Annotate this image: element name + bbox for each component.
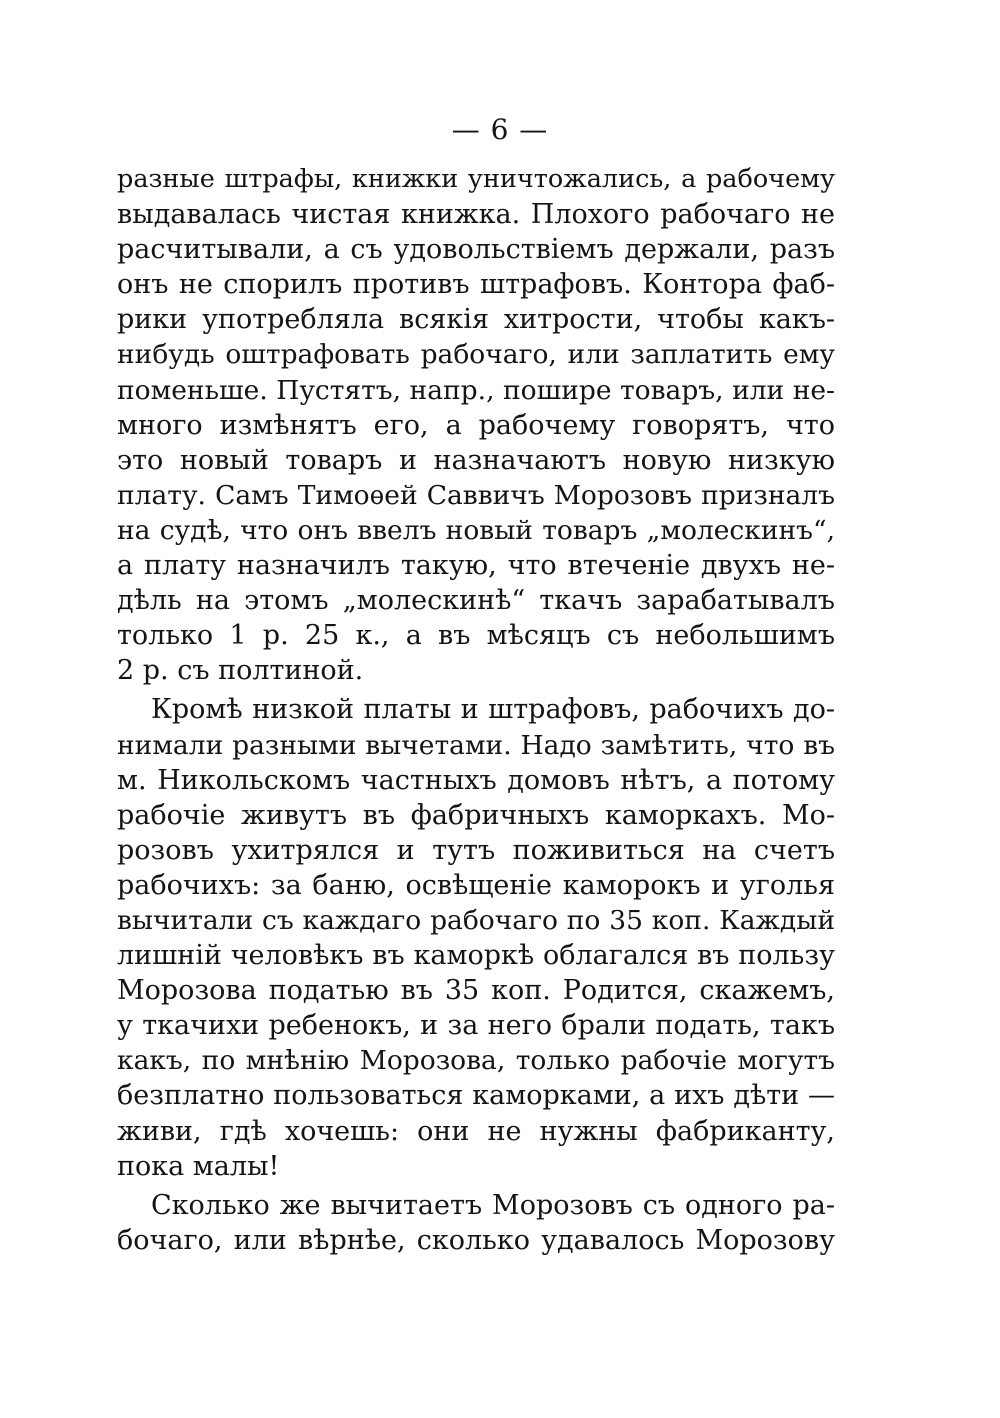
text-line: безплатно пользоваться каморками, а ихъ дѣти — [117,1080,835,1112]
text-line: Морозова податью въ 35 коп. Родится, скажемъ, [117,975,835,1007]
body-text [117,162,835,1258]
text-line: пока малы! [117,1150,280,1182]
text-line: вычитали съ каждаго рабочаго по 35 коп. Каждый [117,904,835,936]
text-line: онъ не спорилъ противъ штрафовъ. Контора фаб- [117,269,835,301]
text-line: рабочіе живутъ въ фабричныхъ каморкахъ. Мо- [117,799,835,831]
text-line: живи, гдѣ хочешь: они не нужны фабриканту, [117,1115,835,1147]
paragraph [117,1188,835,1258]
text-line: разные штрафы, книжки уничтожались, а рабочему [117,164,835,194]
text-line: поменьше. Пустятъ, напр., пошире товаръ, или не- [117,374,835,406]
text-line: расчитывали, а съ удовольствіемъ держали, разъ [117,234,835,266]
text-line: лишній человѣкъ въ каморкѣ облагался въ пользу [117,940,835,972]
text-line: Сколько же вычитаетъ Морозовъ съ одного ра- [151,1189,835,1221]
text-line: бочаго, или вѣрнѣе, сколько удавалось Морозову [117,1224,835,1256]
text-line: у ткачихи ребенокъ, и за него брали подать, такъ [117,1010,835,1042]
text-line: нибудь оштрафовать рабочаго, или заплатить ему [117,339,835,371]
text-line: Кромѣ низкой платы и штрафовъ, рабочихъ до- [151,694,835,726]
text-line: много измѣнятъ его, а рабочему говорятъ, что [117,409,835,441]
text-line: рики употребляла всякія хитрости, чтобы какъ- [117,304,835,336]
text-line: м. Никольскомъ частныхъ домовъ нѣтъ, а потому [117,764,835,796]
text-line: выдавалась чистая книжка. Плохого рабочаго не [117,199,835,231]
text-line: дѣль на этомъ „молескинѣ“ ткачъ зарабатывалъ [117,585,835,617]
text-line: а плату назначилъ такую, что втеченіе двухъ не- [117,550,835,582]
paragraph [117,162,835,688]
text-line: это новый товаръ и назначаютъ новую низкую [117,444,835,476]
text-line: розовъ ухитрялся и тутъ поживиться на счетъ [117,834,835,866]
text-line: 2 р. съ полтиной. [117,655,364,687]
text-line: какъ, по мнѣнію Морозова, только рабочіе могутъ [117,1045,835,1077]
text-line: рабочихъ: за баню, освѣщеніе каморокъ и уголья [117,869,835,901]
text-line: нимали разными вычетами. Надо замѣтить, что въ [117,729,835,761]
text-line: только 1 р. 25 к., а въ мѣсяцъ съ небольшимъ [117,620,835,652]
text-line: плату. Самъ Тимоѳей Саввичъ Морозовъ призналъ [117,479,835,511]
paragraph [117,692,835,1183]
page-number: — 6 — [451,113,549,146]
text-line: на судѣ, что онъ ввелъ новый товаръ „молескинъ“, [117,514,835,546]
